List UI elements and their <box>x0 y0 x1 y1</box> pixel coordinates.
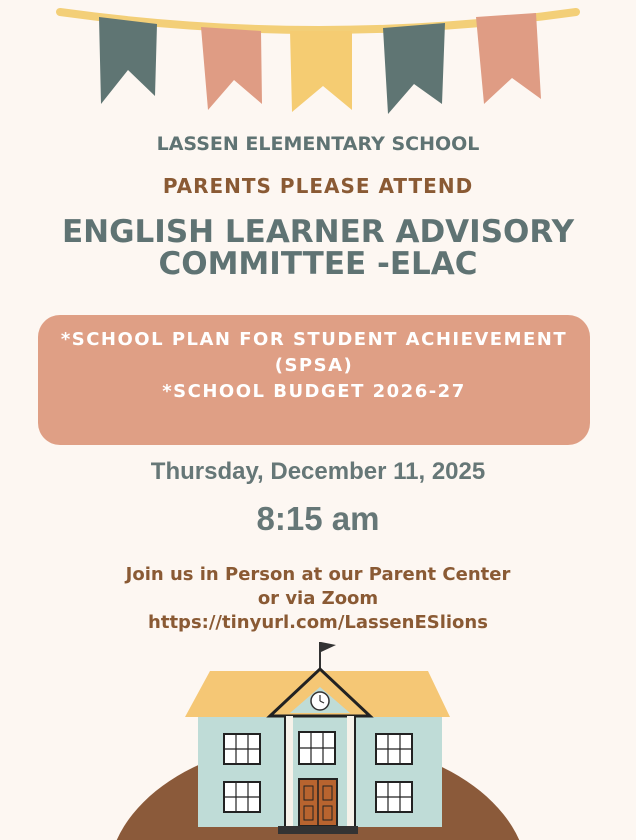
join-line-1: Join us in Person at our Parent Center <box>125 564 511 585</box>
flag-icon <box>321 642 336 652</box>
attend-callout: PARENTS PLEASE ATTEND <box>162 174 474 198</box>
zoom-link[interactable]: https://tinyurl.com/LassenESlions <box>148 612 488 633</box>
column-right <box>347 716 354 827</box>
agenda-item-spsa-abbr: (SPSA) <box>274 355 354 376</box>
agenda-item-spsa: *SCHOOL PLAN FOR STUDENT ACHIEVEMENT <box>60 329 568 350</box>
meeting-title-line1: ENGLISH LEARNER ADVISORY <box>61 214 575 250</box>
column-left <box>286 716 293 827</box>
agenda-item-budget: *SCHOOL BUDGET 2026-27 <box>162 381 466 402</box>
meeting-time: 8:15 am <box>256 500 380 537</box>
front-steps <box>278 826 358 834</box>
school-name: LASSEN ELEMENTARY SCHOOL <box>156 133 480 155</box>
join-line-2: or via Zoom <box>257 588 379 609</box>
meeting-date: Thursday, December 11, 2025 <box>150 458 486 485</box>
meeting-title-line2: COMMITTEE -ELAC <box>158 246 478 282</box>
